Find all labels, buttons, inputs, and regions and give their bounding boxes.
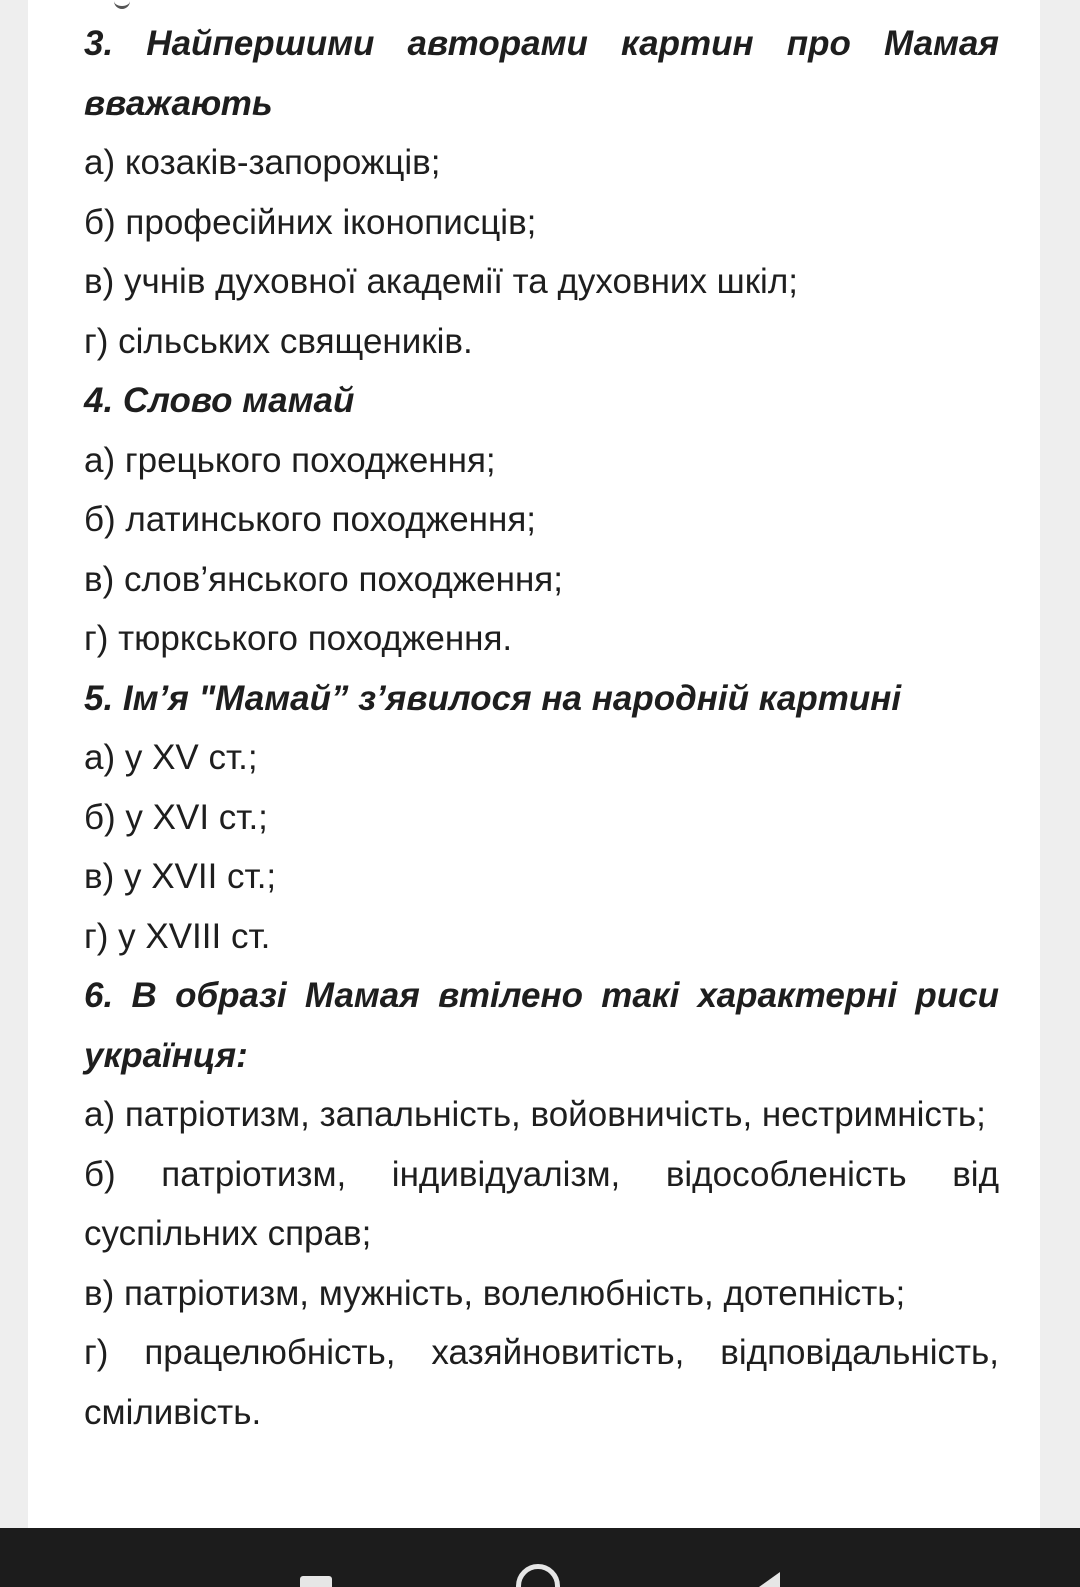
answer-option: г) тюркського походження. [84,619,513,658]
answer-option: в) учнів духовної академії та духовних шкіл; [84,262,798,301]
answer-option: б) у XVI ст.; [84,797,268,837]
answer-option: в) патріотизм, мужність, волелюбність, дотепність; [84,1273,906,1313]
answer-option: г) працелюбність, хазяйновитість, відповідальність, сміливість. [84,1333,999,1432]
answer-option: б) латинського походження; [84,500,537,539]
answer-option: а) у XV ст.; [84,738,258,777]
circle-icon[interactable] [516,1564,560,1587]
triangle-back-icon[interactable] [752,1572,780,1587]
question-title: 6. В образі Мамая втілено такі характерні риси українця: [84,976,999,1075]
answer-option: б) професійних іконописців; [84,202,537,242]
answer-option: в) слов’янського походження; [84,559,563,599]
answer-option: в) у XVII ст.; [84,857,277,896]
quiz-content [84,14,999,1442]
answer-option: а) козаків-запорожців; [84,143,441,182]
answer-option: а) патріотизм, запальність, войовничість, нестримність; [84,1095,986,1134]
answer-option: б) патріотизм, індивідуалізм, відособленість від суспільних справ; [84,1154,999,1253]
document-page [28,0,1040,1528]
question-title: 3. Найпершими авторами картин про Мамая вважають [84,24,999,123]
answer-option: г) сільських священиків. [84,321,473,361]
square-icon[interactable] [300,1576,332,1587]
previous-line-fragment [114,0,130,9]
question-title: 4. Слово мамай [84,381,355,420]
answer-option: г) у XVIII ст. [84,916,271,956]
question-title: 5. Ім’я "Мамай” з’явилося на народній картині [84,678,902,718]
system-navigation-bar [0,1528,1080,1587]
answer-option: а) грецького походження; [84,440,496,480]
